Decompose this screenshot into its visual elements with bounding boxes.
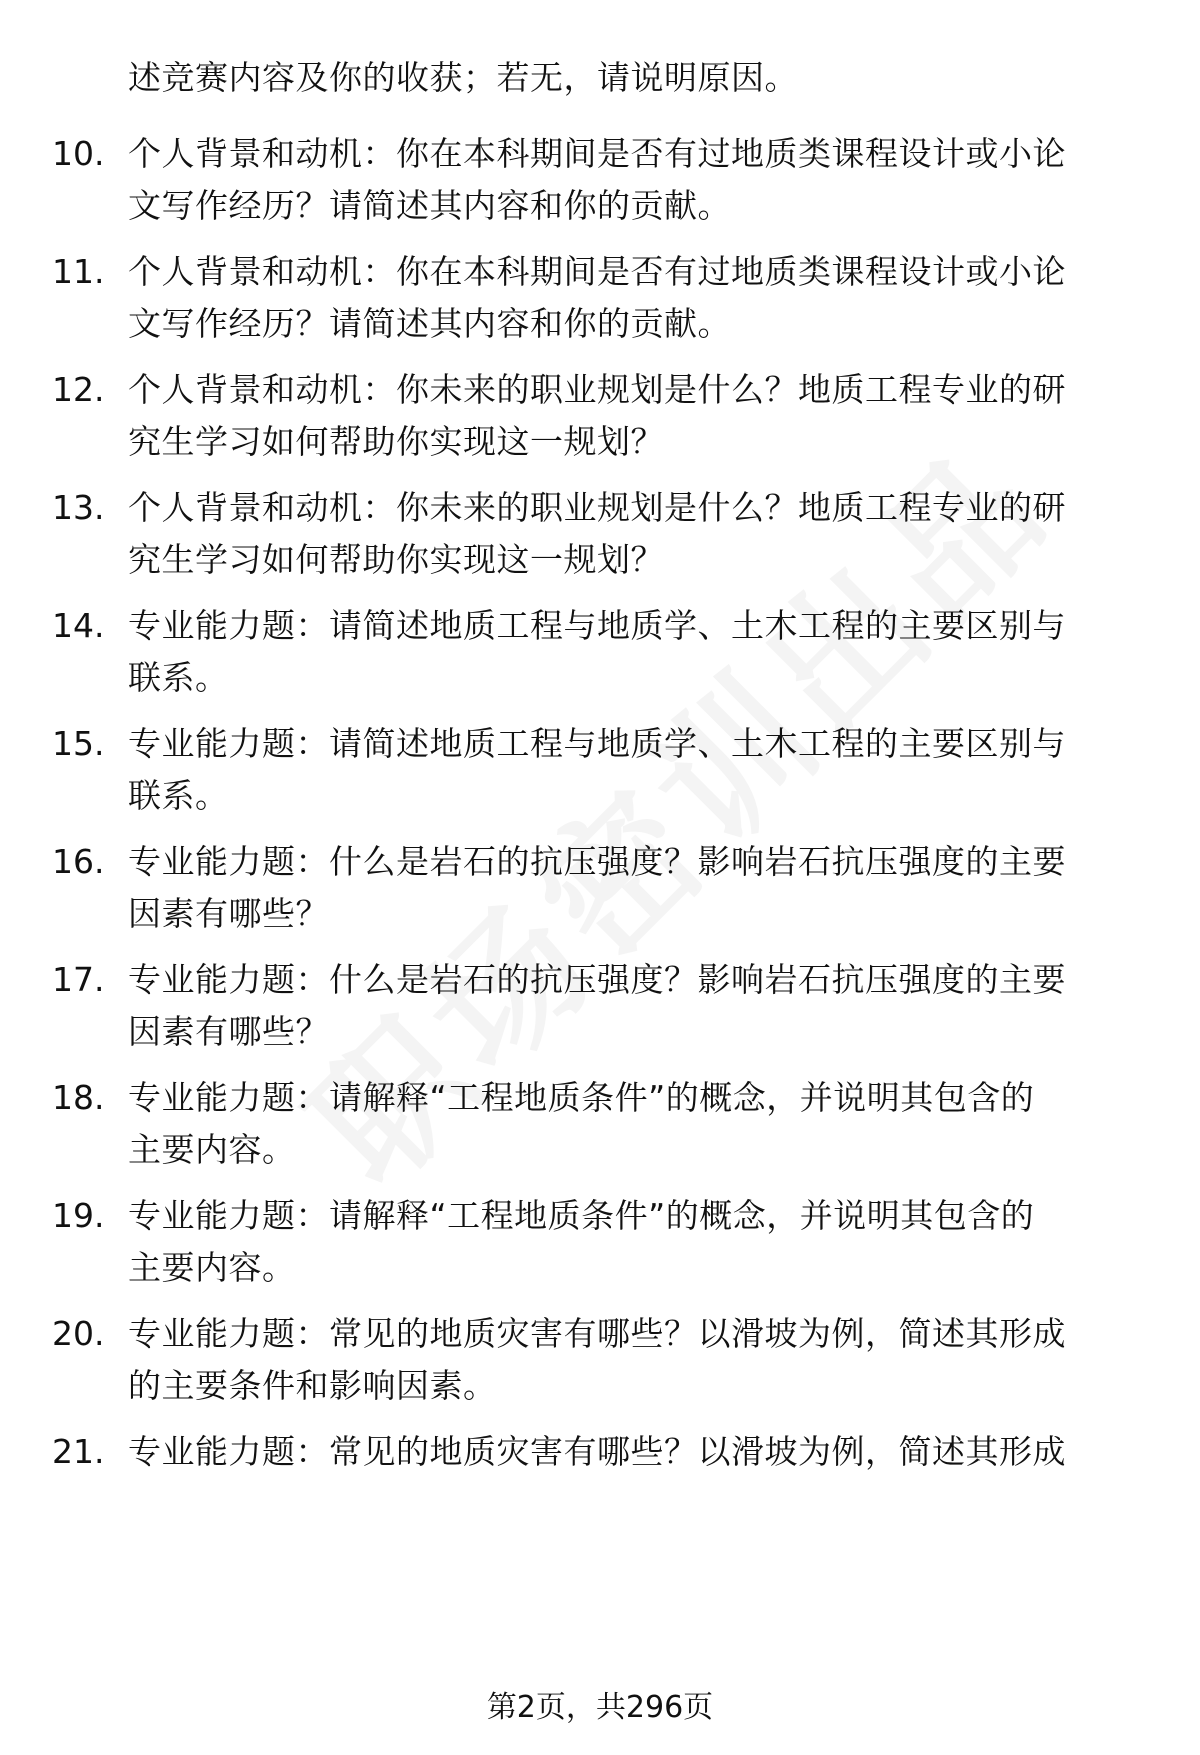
item-text-line: 专业能力题：请解释“工程地质条件”的概念，并说明其包含的 — [128, 1196, 1035, 1235]
item-text-line: 个人背景和动机：你在本科期间是否有过地质类课程设计或小论 — [128, 252, 1066, 291]
item-text-line: 因素有哪些？ — [128, 1012, 329, 1051]
item-text-line: 专业能力题：请简述地质工程与地质学、土木工程的主要区别与 — [128, 724, 1066, 763]
item-text-line: 文写作经历？请简述其内容和你的贡献。 — [128, 186, 731, 225]
item-number: 11. — [52, 252, 105, 291]
item-text-line: 专业能力题：什么是岩石的抗压强度？影响岩石抗压强度的主要 — [128, 960, 1066, 999]
item-text-line: 主要内容。 — [128, 1248, 296, 1287]
item-text-line: 文写作经历？请简述其内容和你的贡献。 — [128, 304, 731, 343]
item-text-line: 因素有哪些？ — [128, 894, 329, 933]
item-text-line: 专业能力题：常见的地质灾害有哪些？以滑坡为例，简述其形成 — [128, 1432, 1066, 1471]
item-number: 14. — [52, 606, 105, 645]
item-text-line: 究生学习如何帮助你实现这一规划？ — [128, 540, 664, 579]
item-text-line: 个人背景和动机：你在本科期间是否有过地质类课程设计或小论 — [128, 134, 1066, 173]
item-text-line: 个人背景和动机：你未来的职业规划是什么？地质工程专业的研 — [128, 488, 1066, 527]
item-text-line: 主要内容。 — [128, 1130, 296, 1169]
item-text-line: 专业能力题：请简述地质工程与地质学、土木工程的主要区别与 — [128, 606, 1066, 645]
item-number: 19. — [52, 1196, 105, 1235]
item-text-line: 联系。 — [128, 658, 229, 697]
item-number: 18. — [52, 1078, 105, 1117]
item-number: 20. — [52, 1314, 105, 1353]
item-text-line: 的主要条件和影响因素。 — [128, 1366, 497, 1405]
item-number: 16. — [52, 842, 105, 881]
item-number: 13. — [52, 488, 105, 527]
item-text-line: 究生学习如何帮助你实现这一规划？ — [128, 422, 664, 461]
item-text-line: 个人背景和动机：你未来的职业规划是什么？地质工程专业的研 — [128, 370, 1066, 409]
item-number: 12. — [52, 370, 105, 409]
item-number: 10. — [52, 134, 105, 173]
continuation-text: 述竞赛内容及你的收获；若无，请说明原因。 — [128, 58, 798, 97]
page-footer: 第2页，共296页 — [486, 1690, 714, 1725]
item-text-line: 专业能力题：请解释“工程地质条件”的概念，并说明其包含的 — [128, 1078, 1035, 1117]
item-number: 15. — [52, 724, 105, 763]
item-text-line: 专业能力题：常见的地质灾害有哪些？以滑坡为例，简述其形成 — [128, 1314, 1066, 1353]
item-number: 21. — [52, 1432, 105, 1471]
item-number: 17. — [52, 960, 105, 999]
item-text-line: 联系。 — [128, 776, 229, 815]
item-text-line: 专业能力题：什么是岩石的抗压强度？影响岩石抗压强度的主要 — [128, 842, 1066, 881]
